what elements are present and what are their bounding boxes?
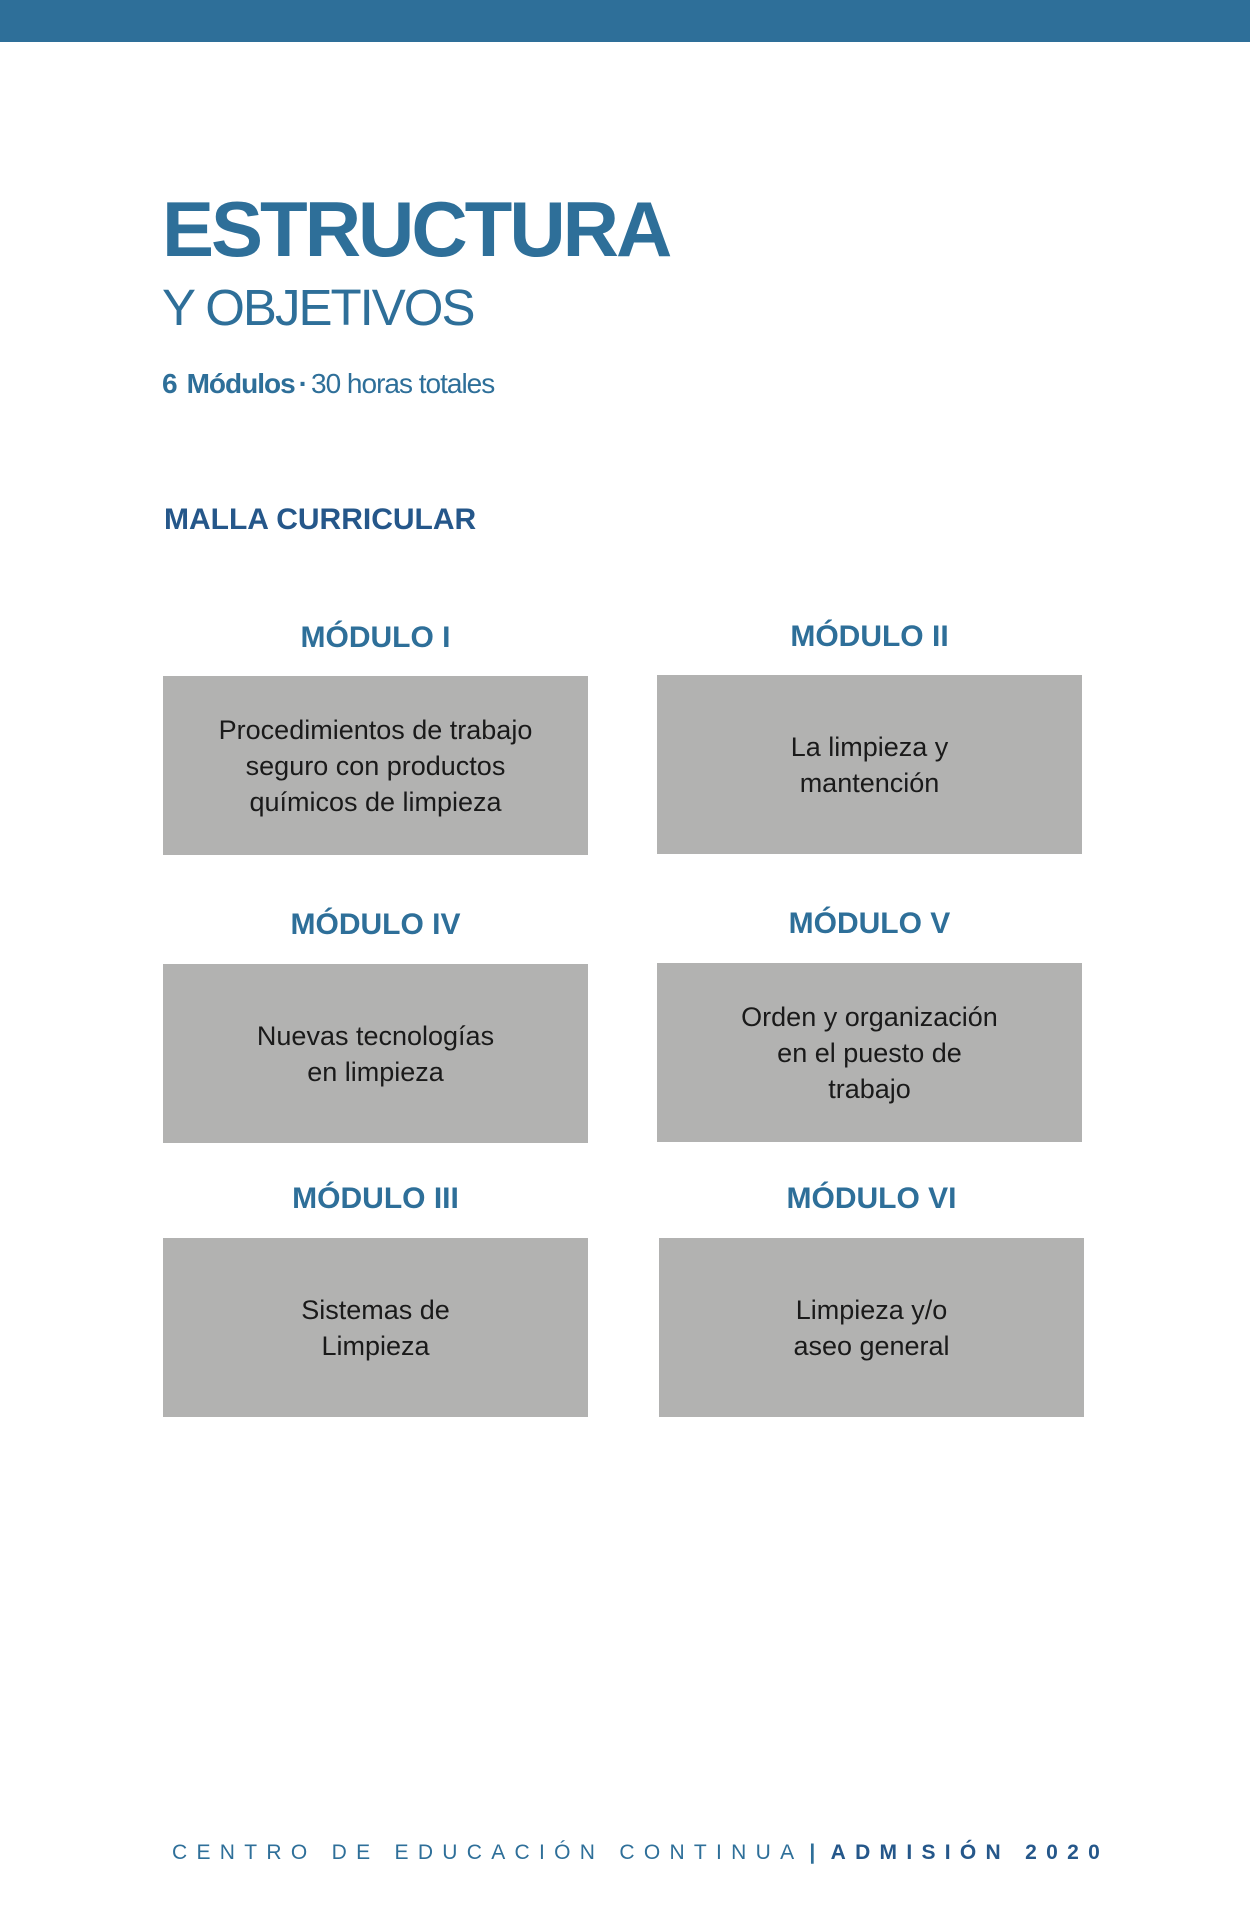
course-summary: [162, 370, 494, 398]
module-4-label: MÓDULO IV: [290, 908, 461, 941]
module-5-description: Orden y organización en el puesto de trabajo: [741, 1001, 998, 1104]
footer: [172, 1842, 1109, 1863]
module-2-label: MÓDULO II: [790, 620, 949, 653]
footer-admission: ADMISIÓN 2020: [830, 1841, 1110, 1864]
module-3-label: MÓDULO III: [292, 1182, 459, 1215]
module-5-label: MÓDULO V: [788, 907, 951, 940]
footer-divider: |: [809, 1841, 825, 1864]
module-1-label: MÓDULO I: [300, 621, 451, 654]
module-3-box: [163, 1238, 588, 1417]
footer-institution: CENTRO DE EDUCACIÓN CONTINUA: [172, 1841, 804, 1864]
module-2-box: [657, 675, 1082, 854]
summary-separator: ·: [298, 368, 307, 399]
module-1-description: Procedimientos de trabajo seguro con productos químicos de limpieza: [218, 714, 533, 817]
module-5-box: [657, 963, 1082, 1142]
module-6-description: Limpieza y/o aseo general: [793, 1294, 950, 1361]
module-6-box: [659, 1238, 1084, 1417]
total-hours: 30 horas totales: [311, 368, 495, 399]
module-4-box: [163, 964, 588, 1143]
page-subtitle: Y OBJETIVOS: [162, 279, 474, 336]
module-unit: Módulos: [186, 368, 295, 399]
top-color-band: [0, 0, 1250, 42]
module-4-description: Nuevas tecnologías en limpieza: [256, 1020, 495, 1087]
module-6-label: MÓDULO VI: [786, 1182, 957, 1215]
module-2-description: La limpieza y mantención: [790, 731, 949, 798]
module-1-box: [163, 676, 588, 855]
curriculum-heading: MALLA CURRICULAR: [164, 503, 477, 536]
module-3-description: Sistemas de Limpieza: [301, 1294, 450, 1361]
module-count: 6: [162, 368, 177, 399]
page-title: ESTRUCTURA: [162, 185, 670, 273]
